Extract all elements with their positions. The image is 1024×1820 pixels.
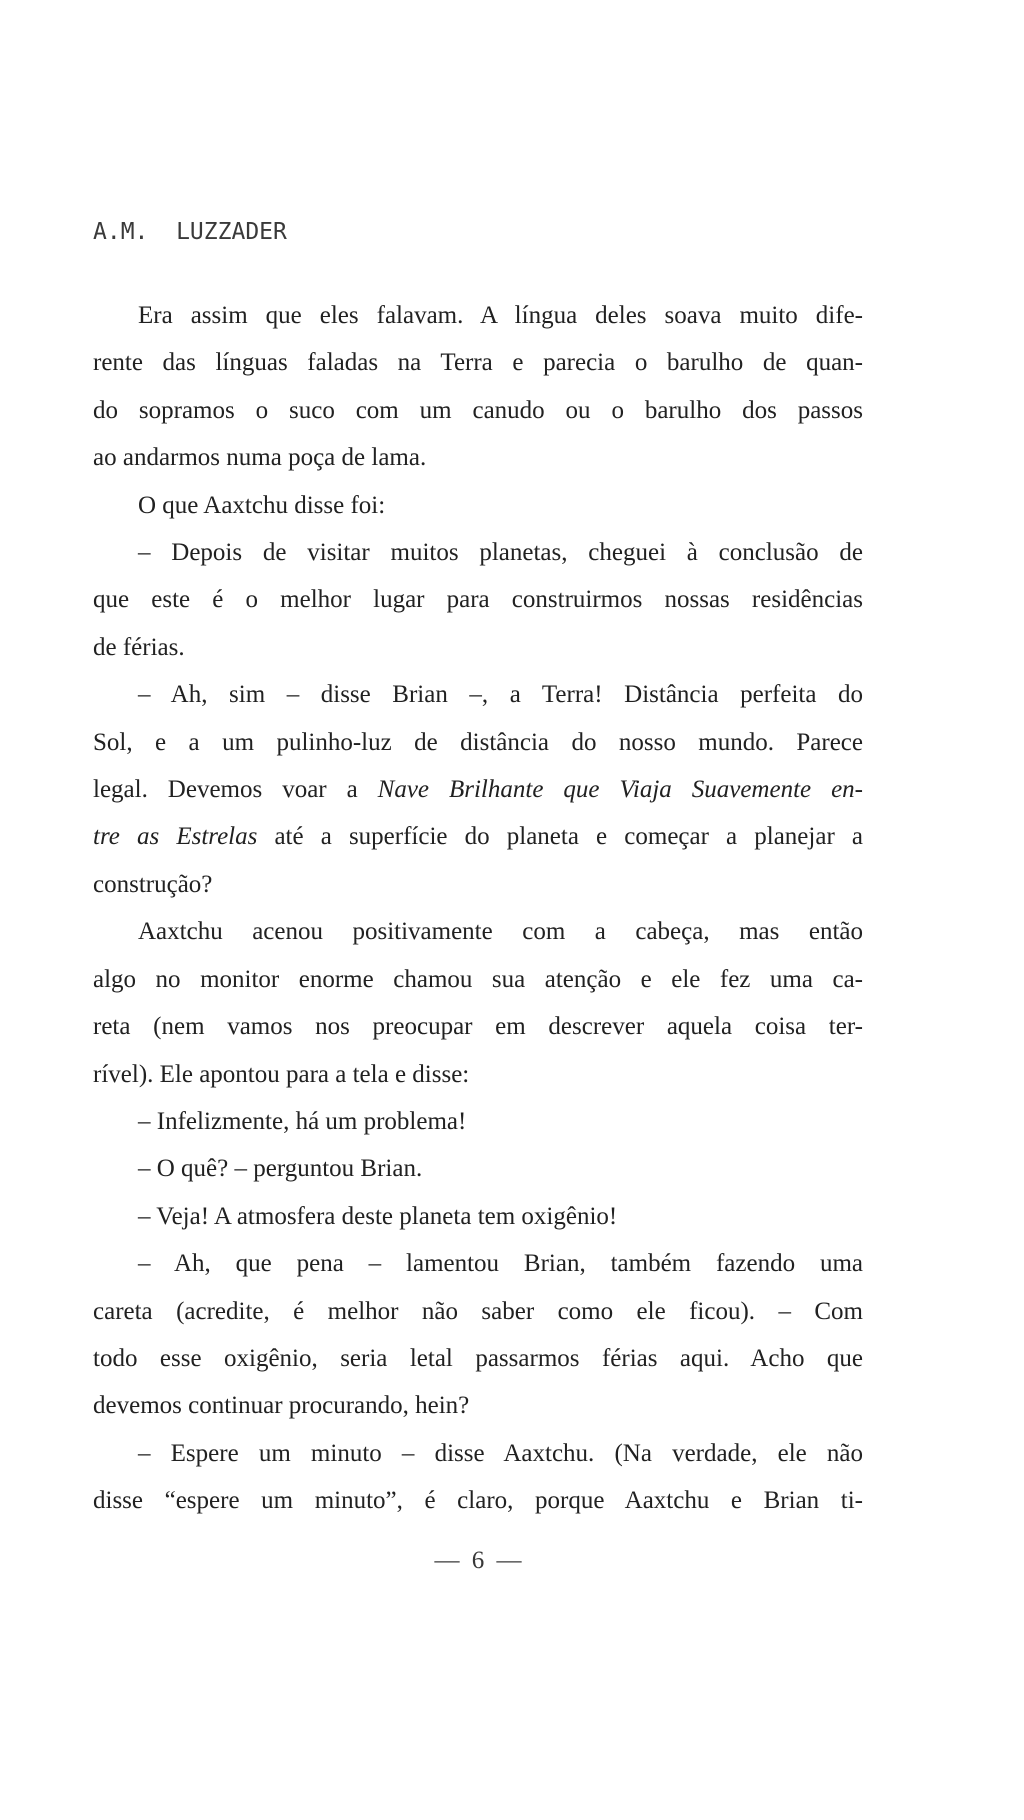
text-segment: de férias. (93, 633, 185, 661)
text-line (93, 339, 863, 386)
text-line (93, 1098, 863, 1145)
page-number: — 6 — (434, 1547, 522, 1574)
text-segment: do sopramos o suco com um canudo ou o barulho dos passos (93, 396, 863, 424)
text-line (93, 1430, 863, 1477)
text-line (93, 1003, 863, 1050)
text-segment: – Espere um minuto – disse Aaxtchu. (Na verdade, ele não (138, 1439, 863, 1467)
text-line (93, 292, 863, 339)
text-line (93, 671, 863, 718)
text-line (93, 387, 863, 434)
text-line (93, 624, 863, 671)
text-line (93, 766, 863, 813)
text-segment: – Veja! A atmosfera deste planeta tem oxigênio! (138, 1202, 618, 1230)
author-header: A.M. LUZZADER (93, 219, 287, 245)
text-segment: reta (nem vamos nos preocupar em descrever aquela coisa ter- (93, 1013, 863, 1041)
text-line (93, 482, 863, 529)
text-line (93, 1477, 863, 1524)
text-segment: ao andarmos numa poça de lama. (93, 444, 427, 472)
text-line (93, 1335, 863, 1382)
text-line (93, 1288, 863, 1335)
text-line (93, 529, 863, 576)
body-text-block (93, 292, 863, 1525)
text-segment: – O quê? – perguntou Brian. (138, 1155, 423, 1183)
text-segment: até a superfície do planeta e começar a planejar a (257, 823, 863, 851)
text-line (93, 1193, 863, 1240)
text-segment: O que Aaxtchu disse foi: (138, 491, 386, 519)
text-line (93, 434, 863, 481)
italic-text-segment: Nave Brilhante que Viaja Suavemente en- (377, 776, 863, 804)
text-line (93, 908, 863, 955)
text-segment: disse “espere um minuto”, é claro, porque Aaxtchu e Brian ti- (93, 1487, 863, 1515)
text-line (93, 1382, 863, 1429)
text-segment: – Depois de visitar muitos planetas, cheguei à conclusão de (138, 539, 863, 567)
page-footer (93, 1547, 863, 1575)
text-segment: careta (acredite, é melhor não saber como ele ficou). – Com (93, 1297, 863, 1325)
text-line (93, 576, 863, 623)
text-segment: todo esse oxigênio, seria letal passarmos férias aqui. Acho que (93, 1344, 863, 1372)
text-segment: algo no monitor enorme chamou sua atenção e ele fez uma ca- (93, 965, 863, 993)
text-line (93, 1145, 863, 1192)
text-segment: – Infelizmente, há um problema! (138, 1107, 467, 1135)
text-line (93, 813, 863, 860)
text-line (93, 1051, 863, 1098)
text-line (93, 719, 863, 766)
text-segment: – Ah, sim – disse Brian –, a Terra! Distância perfeita do (138, 681, 863, 709)
text-segment: rente das línguas faladas na Terra e parecia o barulho de quan- (93, 349, 863, 377)
text-line (93, 861, 863, 908)
italic-text-segment: tre as Estrelas (93, 823, 258, 851)
text-line (93, 956, 863, 1003)
text-segment: devemos continuar procurando, hein? (93, 1392, 470, 1420)
text-segment: Era assim que eles falavam. A língua deles soava muito dife- (138, 302, 863, 329)
text-line (93, 1240, 863, 1287)
text-segment: rível). Ele apontou para a tela e disse: (93, 1060, 470, 1088)
text-segment: – Ah, que pena – lamentou Brian, também fazendo uma (138, 1250, 863, 1278)
text-segment: construção? (93, 870, 213, 898)
text-segment: Aaxtchu acenou positivamente com a cabeça, mas então (138, 918, 863, 946)
text-segment: legal. Devemos voar a (93, 776, 378, 804)
text-segment: que este é o melhor lugar para construirmos nossas residências (93, 586, 863, 614)
text-segment: Sol, e a um pulinho-luz de distância do nosso mundo. Parece (93, 728, 863, 756)
